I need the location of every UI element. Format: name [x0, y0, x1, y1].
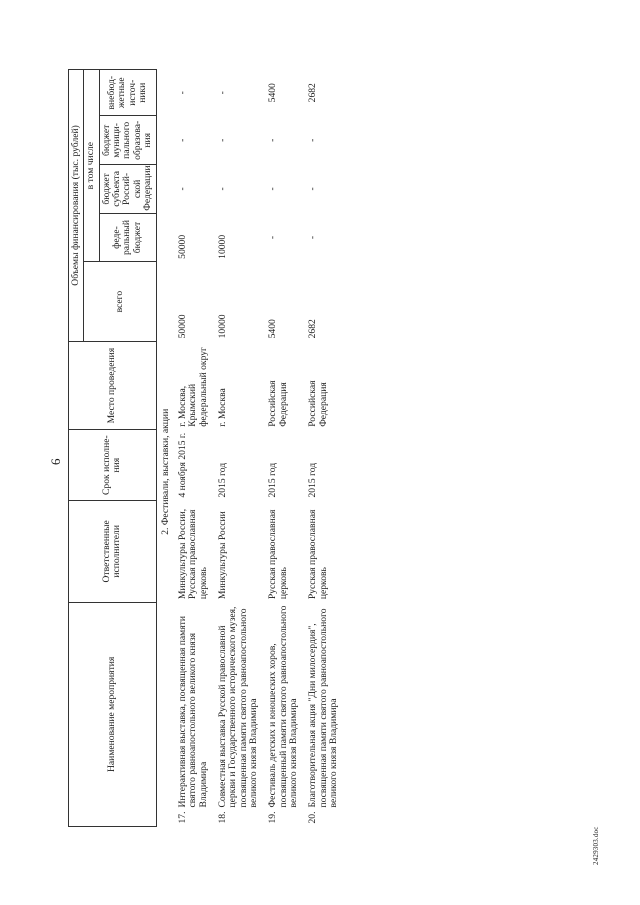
header-total: всего: [84, 262, 156, 342]
row-municipal: -: [216, 138, 228, 142]
row-place: Российская Федерация: [267, 380, 289, 427]
row-executors: Минкультуры России, Русская православная церковь: [176, 508, 209, 600]
row-deadline: 2015 год: [216, 462, 228, 498]
row-name-cell: [175, 602, 215, 826]
events-table: [68, 69, 346, 827]
row-place: г. Москва: [216, 388, 228, 427]
row-municipal: -: [176, 138, 188, 142]
row-deadline: 4 ноября 2015 г.: [176, 432, 188, 498]
row-name: Интерактивная выставка, посвященная памяти святого равноапостольного великого князя Владимира: [176, 616, 209, 808]
row-place: г. Москва, Крымский федеральный округ: [176, 347, 209, 427]
row-number: 19.: [267, 811, 279, 824]
row-total: 2682: [307, 319, 319, 339]
row-extra: -: [176, 91, 188, 95]
row-name-cell: [265, 602, 305, 826]
row-name-cell: [305, 602, 345, 826]
row-federal: -: [307, 235, 319, 240]
header-executors: Ответственные исполнители: [69, 501, 157, 603]
row-deadline: 2015 год: [307, 462, 319, 498]
row-extra: -: [216, 91, 228, 95]
header-subject: бюджет субъекта Россий-ской Федерации: [99, 165, 156, 214]
header-including: в том числе: [84, 70, 99, 262]
row-subject: -: [307, 187, 319, 191]
row-executors: Русская православная церковь: [307, 509, 329, 600]
header-municipal: бюджет муници-пального образова-ния: [99, 116, 156, 165]
section-title: 2. Фестивали, выставки, акции: [159, 408, 171, 535]
row-federal: -: [267, 235, 279, 240]
row-subject: -: [216, 187, 228, 191]
footer-doc-code: 2429303.doc: [592, 826, 600, 865]
row-municipal: -: [307, 138, 319, 142]
header-name: Наименование мероприятия: [69, 602, 157, 826]
row-name: Благотворительная акция "Дни милосердия", посвященная памяти святого равноапостольного великого князя Владимира: [307, 608, 340, 808]
header-federal: феде-ральный бюджет: [99, 213, 156, 262]
table-row: [175, 70, 215, 827]
table-row: [265, 70, 305, 827]
row-extra: 5400: [267, 83, 279, 103]
row-place: Российская Федерация: [307, 380, 329, 427]
row-subject: -: [176, 187, 188, 191]
header-place: Место проведения: [69, 341, 157, 429]
header-row-1: [69, 70, 84, 827]
row-executors: Русская православная церковь: [267, 509, 289, 600]
row-number: 18.: [216, 811, 228, 824]
row-federal: 50000: [176, 234, 188, 259]
row-total: 10000: [216, 314, 228, 339]
header-funding: Объемы финансирования (тыс. рублей): [69, 70, 84, 342]
row-municipal: -: [267, 138, 279, 142]
row-total: 5400: [267, 319, 279, 339]
row-subject: -: [267, 187, 279, 191]
row-number: 20.: [307, 811, 319, 824]
row-name: Фестиваль детских и юношеских хоров, посвященный памяти святого равноапостольного великого князя Владимира: [267, 605, 300, 808]
row-deadline: 2015 год: [267, 462, 279, 498]
table-row: [305, 70, 345, 827]
header-deadline: Срок исполне-ния: [69, 430, 157, 501]
row-executors: Минкультуры России: [216, 511, 228, 600]
section-row: [156, 70, 175, 827]
page-number: 6: [48, 458, 63, 465]
row-federal: 10000: [216, 234, 228, 259]
row-name: Совместная выставка Русской православной церкви и Государственного исторического музея, посвященная памяти святого равноапостольного великого князя Владимира: [216, 606, 260, 808]
row-name-cell: [215, 602, 265, 826]
row-total: 50000: [176, 314, 188, 339]
table-row: [215, 70, 265, 827]
row-number: 17.: [176, 811, 188, 824]
row-extra: 2682: [307, 83, 319, 103]
header-extra: внебюд-жетные источ-ники: [99, 70, 156, 117]
